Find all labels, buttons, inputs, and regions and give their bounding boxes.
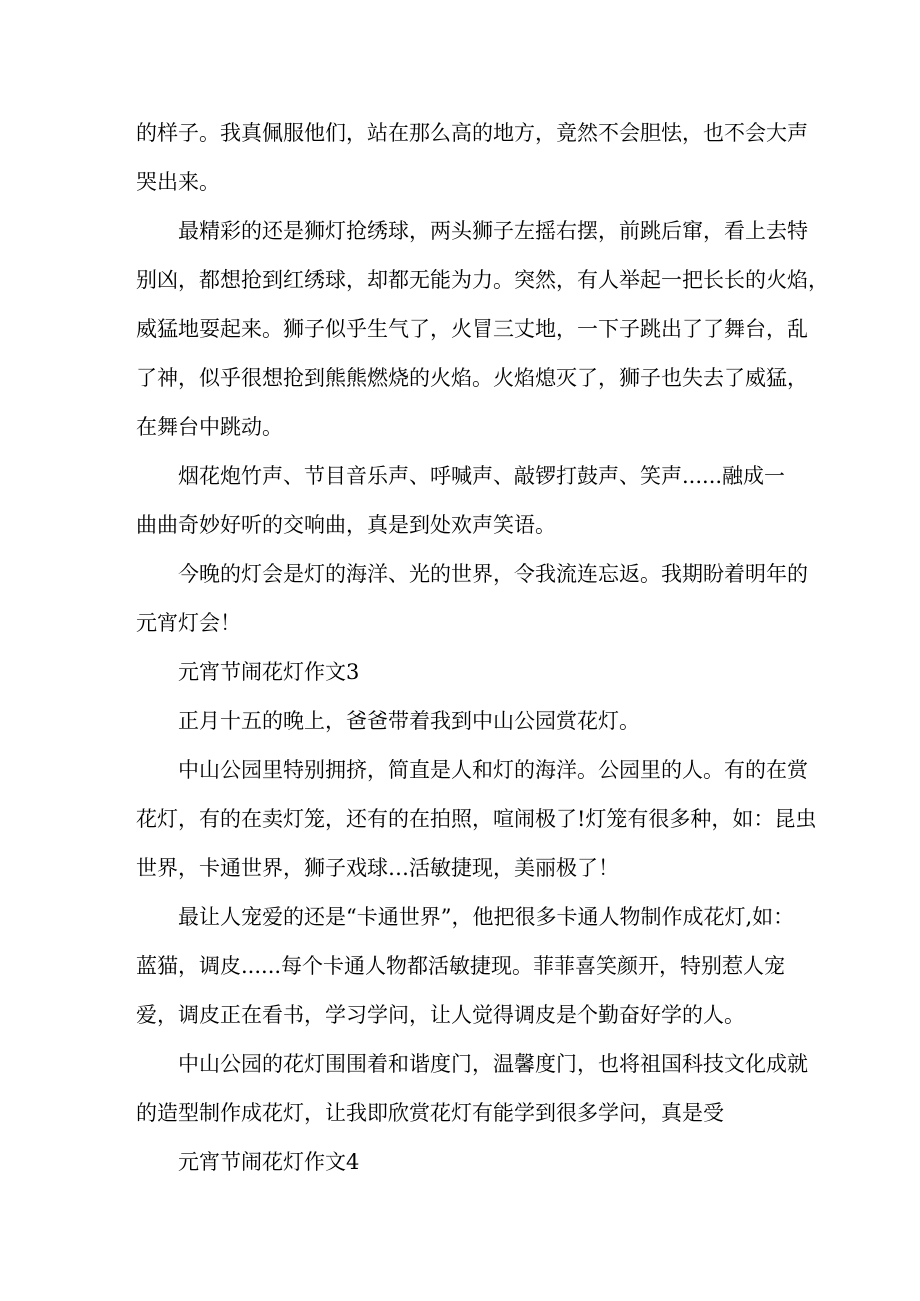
text-line: 元宵灯会！ [136, 611, 241, 635]
text-line: 在舞台中跳动。 [136, 415, 283, 439]
text-line: 花灯，有的在卖灯笼，还有的在拍照，喧闹极了!灯笼有很多种，如：昆虫 [136, 807, 817, 831]
text-line: 爱，调皮正在看书，学习学问，让人觉得调皮是个勤奋好学的人。 [136, 1003, 745, 1027]
text-line: 曲曲奇妙好听的交响曲，真是到处欢声笑语。 [136, 513, 556, 537]
text-line: 世界，卡通世界，狮子戏球…活敏捷现，美丽极了！ [136, 856, 619, 880]
text-line: 蓝猫，调皮......每个卡通人物都活敏捷现。菲菲喜笑颜开，特别惹人宠 [136, 954, 786, 978]
text-line: 中山公园的花灯围围着和谐度门，温馨度门，也将祖国科技文化成就 [178, 1052, 808, 1076]
text-line: 了神，似乎很想抢到熊熊燃烧的火焰。火焰熄灭了，狮子也失去了威猛， [136, 366, 808, 390]
text-line: 威猛地耍起来。狮子似乎生气了，火冒三丈地，一下子跳出了了舞台，乱 [136, 317, 808, 341]
text-line: 正月十五的晚上，爸爸带着我到中山公园赏花灯。 [178, 709, 640, 733]
text-line: 最精彩的还是狮灯抢绣球，两头狮子左摇右摆，前跳后窜，看上去特 [178, 219, 808, 243]
text-line: 中山公园里特别拥挤，简直是人和灯的海洋。公园里的人。有的在赏 [178, 758, 808, 782]
text-line: 最让人宠爱的还是“卡通世界”，他把很多卡通人物制作成花灯,如： [178, 905, 795, 929]
text-line: 今晚的灯会是灯的海洋、光的世界，令我流连忘返。我期盼着明年的 [178, 562, 808, 586]
text-line: 别凶，都想抢到红绣球，却都无能为力。突然，有人举起一把长长的火焰， [136, 268, 829, 292]
section-heading: 元宵节闹花灯作文3 [178, 660, 360, 684]
text-line: 的样子。我真佩服他们，站在那么高的地方，竟然不会胆怯，也不会大声 [136, 121, 808, 145]
text-line: 哭出来。 [136, 170, 220, 194]
section-heading: 元宵节闹花灯作文4 [178, 1150, 360, 1174]
text-line: 的造型制作成花灯，让我即欣赏花灯有能学到很多学问，真是受 [136, 1101, 724, 1125]
text-line: 烟花炮竹声、节目音乐声、呼喊声、敲锣打鼓声、笑声......融成一 [178, 464, 786, 488]
